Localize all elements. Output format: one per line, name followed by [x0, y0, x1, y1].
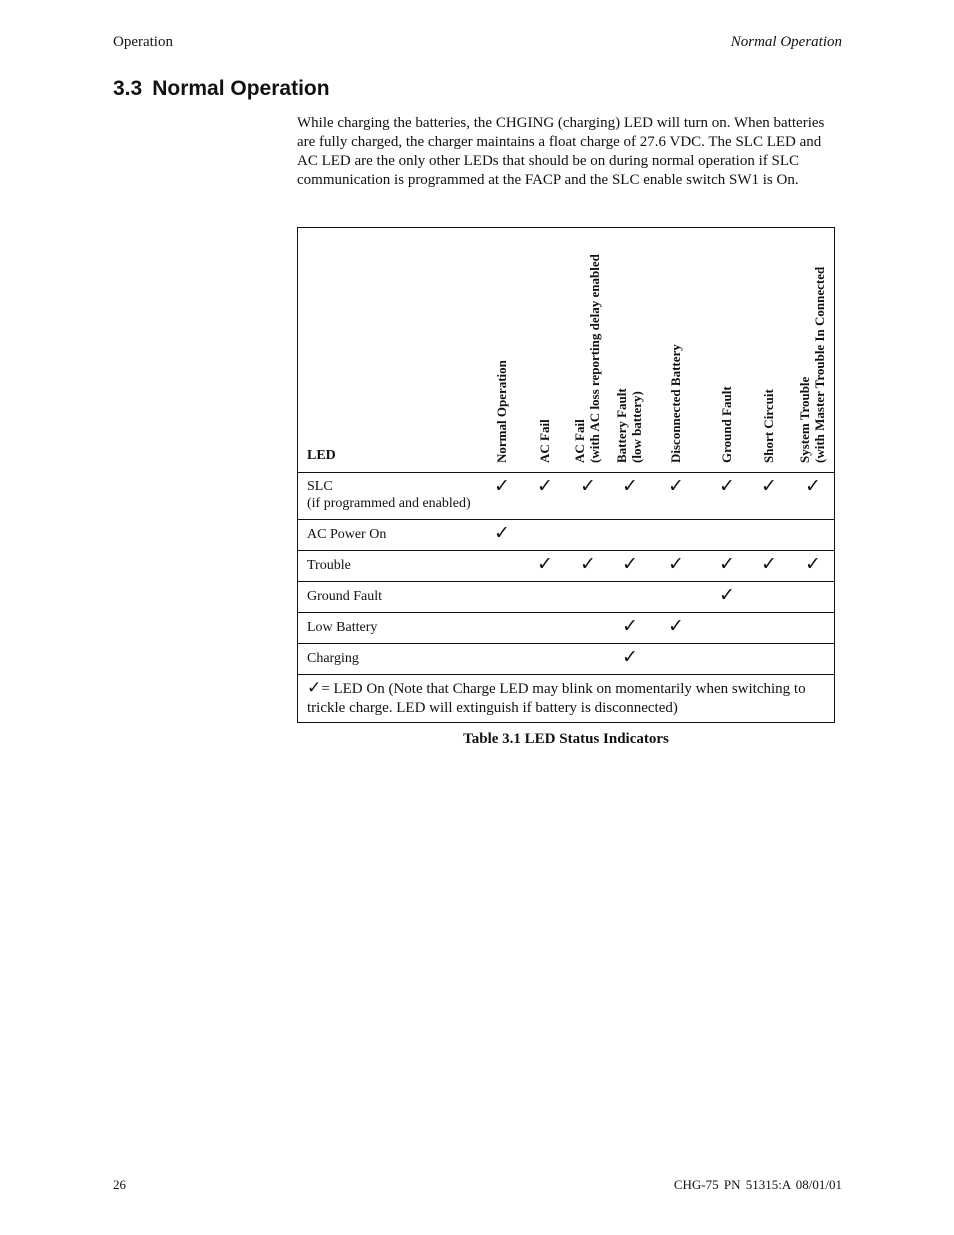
row-label	[307, 619, 377, 636]
row-divider	[298, 472, 834, 473]
check-icon: ✓	[494, 475, 510, 497]
section-heading	[113, 77, 330, 101]
row-label-text: SLC	[307, 479, 333, 494]
column-header-line: System Trouble	[797, 376, 812, 463]
page-number: 26	[113, 1177, 126, 1192]
check-icon: ✓	[805, 553, 821, 575]
check-icon: ✓	[622, 475, 638, 497]
column-header	[797, 267, 827, 463]
check-icon: ✓	[761, 475, 777, 497]
row-label	[307, 588, 382, 605]
document-id: CHG-75 PN 51315:A 08/01/01	[673, 1177, 842, 1192]
section-title: Normal Operation	[152, 77, 330, 100]
row-label	[307, 557, 351, 574]
legend-text: = LED On (Note that Charge LED may blink on momentarily when switching to trickle charge. LED will extinguish if battery is disconnected)	[307, 681, 806, 716]
column-header-line: Disconnected Battery	[667, 344, 683, 463]
check-icon: ✓	[537, 553, 553, 575]
row-divider	[298, 581, 834, 582]
led-status-table	[297, 227, 835, 723]
check-icon: ✓	[805, 475, 821, 497]
check-icon: ✓	[494, 522, 510, 544]
row-label	[307, 478, 471, 512]
column-header-line: Short Circuit	[760, 389, 776, 463]
check-icon: ✓	[622, 553, 638, 575]
table-header	[298, 228, 834, 472]
column-header	[761, 389, 776, 463]
column-header-subline: (low battery)	[629, 391, 644, 463]
intro-paragraph: While charging the batteries, the CHGING (charging) LED will turn on. When batteries are fully charged, the charger maintains a float charge of 27.6 VDC. The SLC LED and AC LED are the only other LEDs that should be on during normal operation if SLC communication is programmed at the FACP and the SLC enable switch SW1 is On.	[297, 115, 825, 188]
check-icon: ✓	[668, 615, 684, 637]
row-label-text: Trouble	[307, 558, 351, 573]
check-icon: ✓	[668, 553, 684, 575]
row-label	[307, 650, 359, 667]
check-icon: ✓	[622, 646, 638, 668]
column-header	[572, 254, 602, 463]
check-icon: ✓	[719, 553, 735, 575]
row-label-text: AC Power On	[307, 527, 387, 542]
row-divider	[298, 643, 834, 644]
check-icon: ✓	[622, 615, 638, 637]
row-divider	[298, 612, 834, 613]
column-header-line: AC Fail	[572, 419, 587, 463]
check-icon: ✓	[668, 475, 684, 497]
check-icon: ✓	[537, 475, 553, 497]
column-header-line: Ground Fault	[718, 386, 734, 463]
running-header-right: Normal Operation	[730, 34, 842, 50]
row-divider	[298, 674, 834, 675]
column-header-subline: (with AC loss reporting delay enabled	[587, 254, 602, 463]
check-icon: ✓	[307, 678, 322, 698]
running-header-left: Operation	[113, 34, 173, 50]
row-divider	[298, 550, 834, 551]
row-divider	[298, 519, 834, 520]
column-header	[719, 386, 734, 463]
column-header-line: Normal Operation	[493, 360, 509, 463]
row-label	[307, 526, 386, 543]
check-icon: ✓	[719, 475, 735, 497]
column-header	[494, 360, 509, 463]
column-header	[537, 419, 552, 463]
column-header-line: Battery Fault	[614, 388, 629, 463]
check-icon: ✓	[719, 584, 735, 606]
check-icon: ✓	[580, 553, 596, 575]
check-icon: ✓	[580, 475, 596, 497]
table-legend	[307, 679, 827, 718]
led-column-header: LED	[307, 448, 336, 463]
row-label-text: Charging	[307, 651, 359, 666]
column-header-subline: (with Master Trouble In Connected	[812, 266, 827, 463]
section-number: 3.3	[113, 77, 143, 100]
table-caption: Table 3.1 LED Status Indicators	[463, 731, 669, 747]
column-header	[668, 344, 683, 463]
check-icon: ✓	[761, 553, 777, 575]
column-header	[614, 388, 644, 463]
row-label-text: Low Battery	[307, 620, 378, 635]
row-sublabel-text: (if programmed and enabled)	[307, 496, 471, 511]
row-label-text: Ground Fault	[307, 589, 383, 604]
column-header-line: AC Fail	[536, 419, 552, 463]
